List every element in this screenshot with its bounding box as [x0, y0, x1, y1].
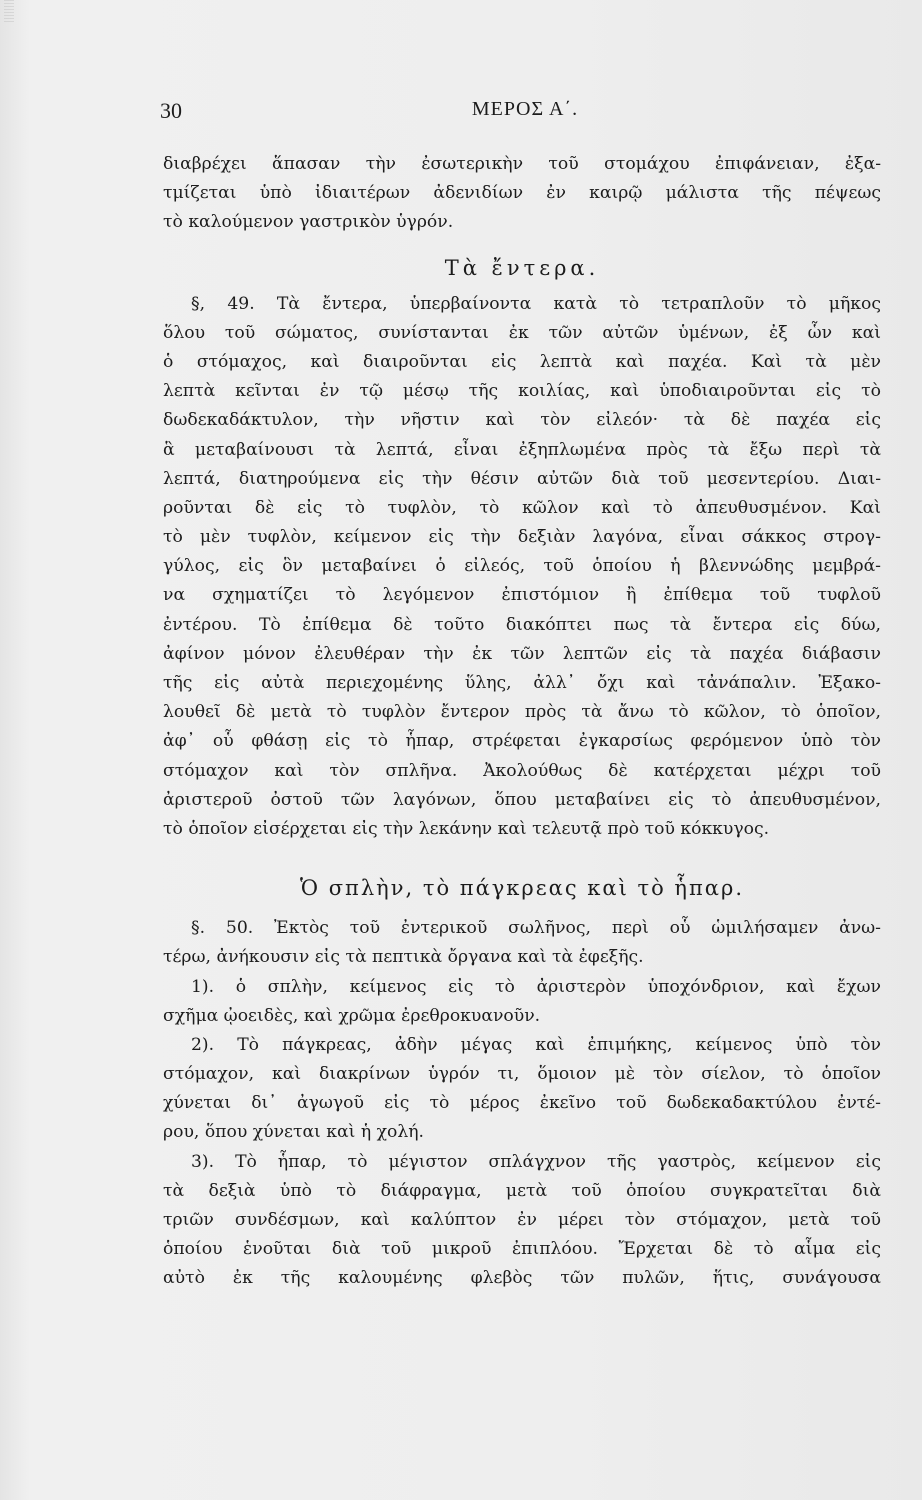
text-line: 3). Τὸ ἧπαρ, τὸ μέγιστον σπλάγχνον τῆς γαστρὸς, κείμενον εἰς: [191, 1151, 881, 1172]
text-line: §, 49. Τὰ ἔντερα, ὑπερβαίνοντα κατὰ τὸ τετραπλοῦν τὸ μῆκος: [191, 293, 881, 314]
text-line: ρου, ὅπου χύνεται καὶ ἡ χολή.: [163, 1122, 424, 1143]
text-line: τὸ ὁποῖον εἰσέρχεται εἰς τὴν λεκάνην καὶ τελευτᾷ πρὸ τοῦ κόκκυγος.: [163, 818, 770, 839]
text-line: αὐτὸ ἐκ τῆς καλουμένης φλεβὸς τῶν πυλῶν, ἥτις, συνάγουσα: [163, 1268, 881, 1289]
binding-mark: [4, 0, 14, 22]
page-number: 30: [160, 98, 182, 123]
text-line: τὸ μὲν τυφλὸν, κείμενον εἰς τὴν δεξιὰν λαγόνα, εἶναι σάκκος στρογ-: [163, 527, 881, 548]
text-line: στόμαχον, καὶ διακρίνων ὑγρόν τι, ὅμοιον μὲ τὸν σίελον, τὸ ὁποῖον: [163, 1064, 881, 1085]
text-line: τέρω, ἀνήκουσιν εἰς τὰ πεπτικὰ ὄργανα καὶ τὰ ἐφεξῆς.: [163, 947, 644, 968]
text-line: λουθεῖ δὲ μετὰ τὸ τυφλὸν ἔντερον πρὸς τὰ ἄνω τὸ κῶλον, τὸ ὁποῖον,: [163, 702, 881, 723]
text-line: τὸ καλούμενον γαστρικὸν ὑγρόν.: [163, 212, 454, 233]
text-line: ὅλου τοῦ σώματος, συνίστανται ἐκ τῶν αὐτῶν ὑμένων, ἐξ ὧν καὶ: [163, 322, 881, 343]
section-heading-spleen-pancreas-liver: Ὁ σπλὴν, τὸ πάγκρεας καὶ τὸ ἧπαρ.: [299, 876, 745, 901]
paragraph-continuation: [163, 150, 881, 238]
text-line: ὁποίου ἑνοῦται διὰ τοῦ μικροῦ ἐπιπλόου. Ἔρχεται δὲ τὸ αἷμα εἰς: [163, 1239, 881, 1260]
text-line: σχῆμα ᾠοειδὲς, καὶ χρῶμα ἐρεθροκυανοῦν.: [163, 1005, 541, 1026]
paragraph-section-50: [163, 914, 881, 1293]
text-line: στόμαχον καὶ τὸν σπλῆνα. Ἀκολούθως δὲ κατέρχεται μέχρι τοῦ: [163, 760, 881, 781]
page-header: [160, 98, 890, 128]
running-title: ΜΕΡΟΣ Α΄.: [471, 98, 579, 120]
text-line: 1). ὁ σπλὴν, κείμενος εἰς τὸ ἀριστερὸν ὑποχόνδριον, καὶ ἔχων: [191, 976, 881, 997]
text-line: διαβρέχει ἅπασαν τὴν ἐσωτερικὴν τοῦ στομάχου ἐπιφάνειαν, ἐξα-: [163, 154, 881, 174]
text-line: ἀριστεροῦ ὀστοῦ τῶν λαγόνων, ὅπου μεταβαίνει εἰς τὸ ἀπευθυσμένον,: [163, 789, 881, 810]
text-line: ἃ μεταβαίνουσι τὰ λεπτά, εἶναι ἐξηπλωμένα πρὸς τὰ ἔξω περὶ τὰ: [163, 439, 881, 460]
page-body: [163, 150, 881, 1294]
text-line: §. 50. Ἐκτὸς τοῦ ἐντερικοῦ σωλῆνος, περὶ οὗ ὡμιλήσαμεν ἀνω-: [191, 918, 881, 939]
text-line: ἀφ᾽ οὗ φθάσῃ εἰς τὸ ἧπαρ, στρέφεται ἐγκαρσίως φερόμενον ὑπὸ τὸν: [163, 731, 881, 752]
text-line: δωδεκαδάκτυλον, τὴν νῆστιν καὶ τὸν εἰλεόν· τὰ δὲ παχέα εἰς: [163, 410, 881, 431]
text-line: τριῶν συνδέσμων, καὶ καλύπτον ἐν μέρει τὸν στόμαχον, μετὰ τοῦ: [163, 1210, 881, 1230]
text-line: γύλος, εἰς ὃν μεταβαίνει ὁ εἰλεός, τοῦ ὁποίου ἡ βλεννώδης μεμβρά-: [163, 556, 881, 577]
text-line: χύνεται δι᾽ ἀγωγοῦ εἰς τὸ μέρος ἐκεῖνο τοῦ δωδεκαδακτύλου ἐντέ-: [163, 1093, 881, 1114]
text-line: τὰ δεξιὰ ὑπὸ τὸ διάφραγμα, μετὰ τοῦ ὁποίου συγκρατεῖται διὰ: [163, 1180, 881, 1201]
text-line: ὁ στόμαχος, καὶ διαιροῦνται εἰς λεπτὰ καὶ παχέα. Καὶ τὰ μὲν: [163, 351, 881, 372]
paragraph-section-49: [163, 290, 881, 845]
text-line: λεπτὰ κεῖνται ἐν τῷ μέσῳ τῆς κοιλίας, καὶ ὑποδιαιροῦνται εἰς τὸ: [163, 381, 881, 402]
text-line: τμίζεται ὑπὸ ἰδιαιτέρων ἀδενιδίων ἐν καιρῷ μάλιστα τῆς πέψεως: [163, 183, 881, 204]
text-line: να σχηματίζει τὸ λεγόμενον ἐπιστόμιον ἢ ἐπίθεμα τοῦ τυφλοῦ: [163, 585, 881, 606]
text-line: 2). Τὸ πάγκρεας, ἀδὴν μέγας καὶ ἐπιμήκης, κείμενος ὑπὸ τὸν: [191, 1034, 881, 1055]
section-heading-intestines: Τὰ ἔντερα.: [444, 255, 600, 280]
text-line: ἐντέρου. Τὸ ἐπίθεμα δὲ τοῦτο διακόπτει πως τὰ ἔντερα εἰς δύω,: [163, 614, 881, 635]
text-line: ροῦνται δὲ εἰς τὸ τυφλὸν, τὸ κῶλον καὶ τὸ ἀπευθυσμένον. Καὶ: [163, 497, 881, 518]
text-line: λεπτά, διατηρούμενα εἰς τὴν θέσιν αὐτῶν διὰ τοῦ μεσεντερίου. Διαι-: [163, 468, 881, 489]
text-line: τῆς εἰς αὐτὰ περιεχομένης ὕλης, ἀλλ᾽ ὄχι καὶ τἀνάπαλιν. Ἐξακο-: [163, 673, 881, 693]
text-line: ἀφίνον μόνον ἐλευθέραν τὴν ἐκ τῶν λεπτῶν εἰς τὰ παχέα διάβασιν: [163, 643, 881, 664]
